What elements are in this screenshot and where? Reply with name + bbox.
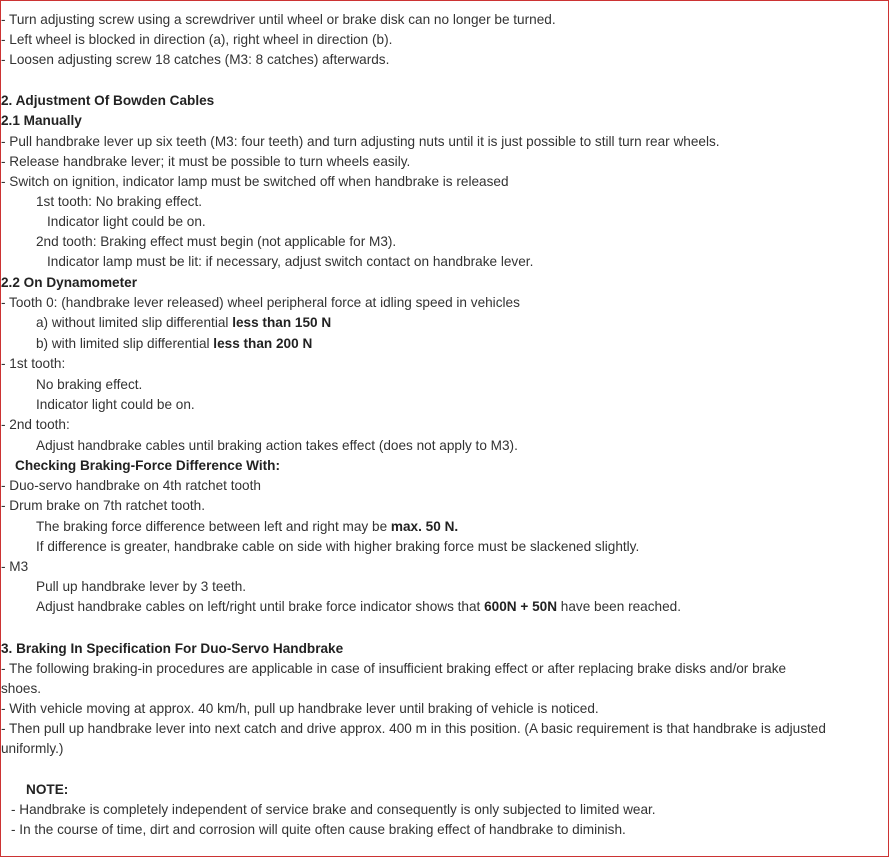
section-heading: 3. Braking In Specification For Duo-Servo Handbrake	[1, 641, 344, 656]
note-item: - In the course of time, dirt and corrosion will quite often cause braking effect of handbrake to diminish.	[11, 822, 626, 837]
text-line: Indicator light could be on.	[36, 397, 195, 412]
subsection-heading: 2.1 Manually	[1, 113, 82, 128]
text-line: - Pull handbrake lever up six teeth (M3: four teeth) and turn adjusting nuts until it is just possible to still turn rear wheels.	[1, 134, 720, 149]
text-line: - M3	[1, 559, 29, 574]
subsection-heading: Checking Braking-Force Difference With:	[15, 458, 280, 473]
text-line: Pull up handbrake lever by 3 teeth.	[36, 579, 247, 594]
spec-value: less than 150 N	[232, 315, 332, 330]
text-line: If difference is greater, handbrake cable on side with higher braking force must be slackened slightly.	[36, 539, 640, 554]
text-line: uniformly.)	[1, 741, 64, 756]
text-line: Indicator lamp must be lit: if necessary, adjust switch contact on handbrake lever.	[47, 254, 534, 269]
text-line: No braking effect.	[36, 377, 143, 392]
text-line: - Turn adjusting screw using a screwdriver until wheel or brake disk can no longer be turned.	[1, 12, 556, 27]
text-line: - 2nd tooth:	[1, 417, 70, 432]
text-line: - Left wheel is blocked in direction (a), right wheel in direction (b).	[1, 32, 393, 47]
section-heading: 2. Adjustment Of Bowden Cables	[1, 93, 215, 108]
text-line: - The following braking-in procedures are applicable in case of insufficient braking effect or after replacing brake disks and/or brake	[1, 661, 787, 676]
spec-value: max. 50 N.	[390, 519, 459, 534]
text-line: - Release handbrake lever; it must be possible to turn wheels easily.	[1, 154, 411, 169]
text-line: - Drum brake on 7th ratchet tooth.	[1, 498, 206, 513]
text-line: shoes.	[1, 681, 42, 696]
text-line: - Then pull up handbrake lever into next catch and drive approx. 400 m in this position. (A basic requirement is that handbrake is adjusted	[1, 721, 826, 736]
text-line: The braking force difference between left and right may be max. 50 N.	[36, 519, 459, 534]
text-line: - Tooth 0: (handbrake lever released) wheel peripheral force at idling speed in vehicles	[1, 295, 520, 310]
text-line: - With vehicle moving at approx. 40 km/h, pull up handbrake lever until braking of vehicle is noticed.	[1, 701, 599, 716]
note-heading: NOTE:	[26, 782, 69, 797]
text-line: a) without limited slip differential less than 150 N	[36, 315, 332, 330]
text-line: - Duo-servo handbrake on 4th ratchet tooth	[1, 478, 261, 493]
subsection-heading: 2.2 On Dynamometer	[1, 275, 137, 290]
text-line: - Loosen adjusting screw 18 catches (M3: 8 catches) afterwards.	[1, 52, 390, 67]
text-line: - Switch on ignition, indicator lamp must be switched off when handbrake is released	[1, 174, 509, 189]
text-line: 2nd tooth: Braking effect must begin (not applicable for M3).	[36, 234, 397, 249]
text-line: Adjust handbrake cables on left/right until brake force indicator shows that 600N + 50N have been reached.	[36, 599, 681, 614]
spec-value: less than 200 N	[213, 336, 313, 351]
text-line: Indicator light could be on.	[47, 214, 206, 229]
text-line: b) with limited slip differential less than 200 N	[36, 336, 313, 351]
text-line: - 1st tooth:	[1, 356, 66, 371]
text-line: Adjust handbrake cables until braking action takes effect (does not apply to M3).	[36, 438, 518, 453]
spec-value: 600N + 50N	[484, 599, 558, 614]
note-item: - Handbrake is completely independent of service brake and consequently is only subjected to limited wear.	[11, 802, 656, 817]
text-line: 1st tooth: No braking effect.	[36, 194, 202, 209]
